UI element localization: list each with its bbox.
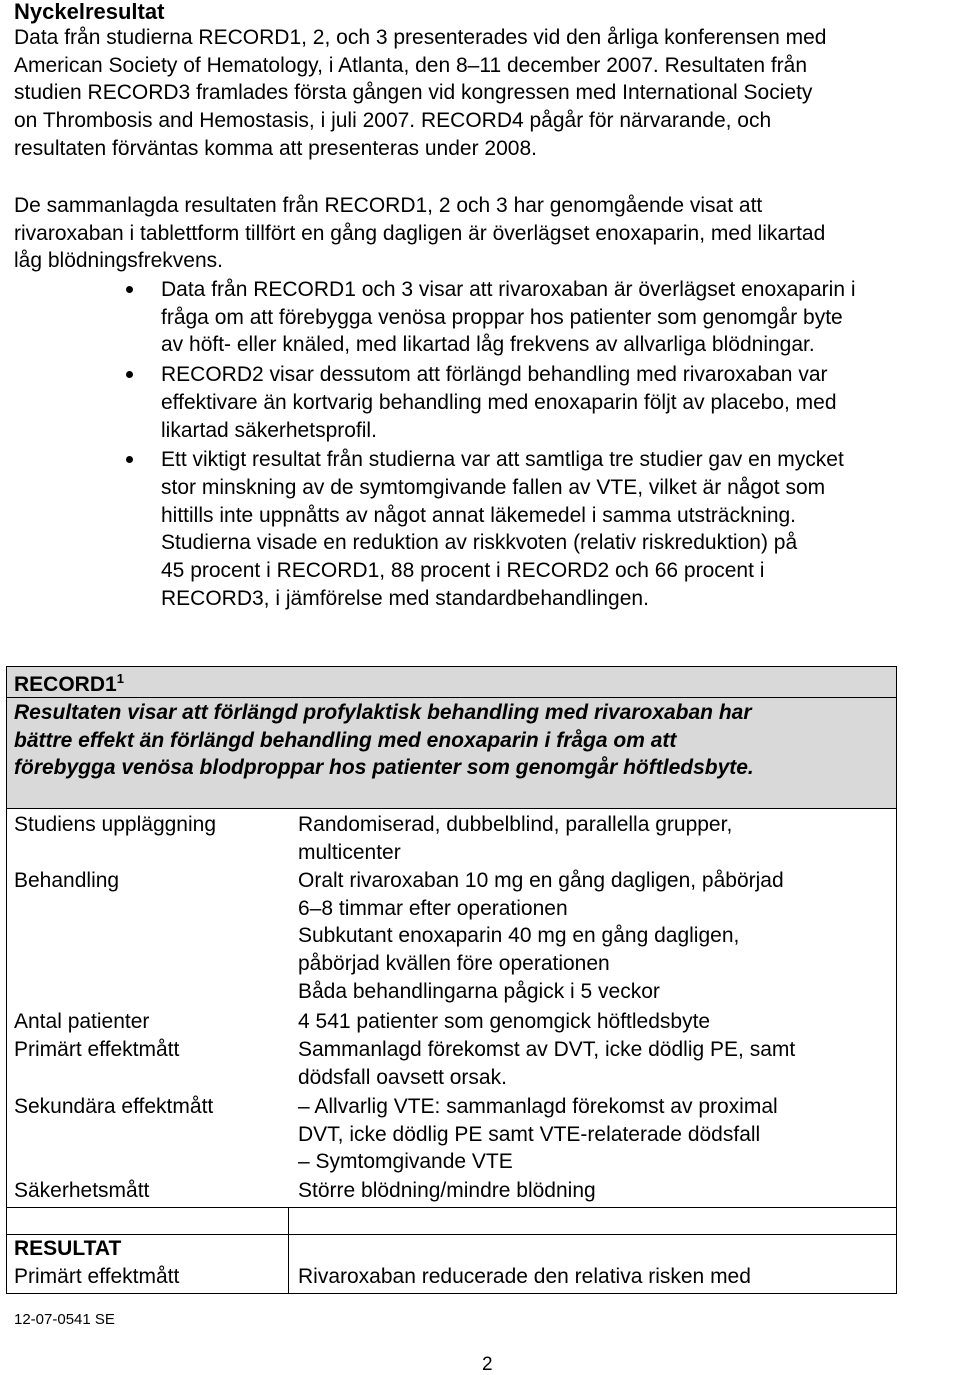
bullet-icon (126, 456, 133, 463)
table-rule (6, 1234, 897, 1235)
value-line: – Allvarlig VTE: sammanlagd förekomst av proximal (298, 1095, 778, 1118)
bullet-line: Data från RECORD1 och 3 visar att rivaroxaban är överlägset enoxaparin i (161, 278, 856, 301)
row-label-treatment: Behandling (14, 869, 120, 892)
bullet-line: likartad säkerhetsprofil. (161, 418, 377, 442)
table-border-left (6, 666, 7, 1293)
table-subtitle (14, 699, 754, 782)
intro-line: studien RECORD3 framlades första gången vid kongressen med International Society (14, 81, 813, 105)
row-label-safety: Säkerhetsmått (14, 1179, 150, 1202)
bullet-icon (126, 286, 133, 293)
value-line: multicenter (298, 840, 401, 864)
subtitle-line: förebygga venösa blodproppar hos patienter som genomgår höftledsbyte. (14, 756, 754, 780)
row-label-design: Studiens uppläggning (14, 813, 217, 836)
table-rule (6, 808, 897, 809)
row-value-patients (298, 1008, 710, 1036)
result-heading: RESULTAT (14, 1237, 122, 1260)
bullet-line: stor minskning av de symtomgivande fallen av VTE, vilket är något som (161, 475, 826, 499)
value-line: Större blödning/mindre blödning (298, 1179, 596, 1202)
table-rule (6, 1207, 897, 1208)
bullet-line: fråga om att förebygga venösa proppar hos patienter som genomgår byte (161, 305, 843, 329)
bullet-line: RECORD2 visar dessutom att förlängd behandling med rivaroxaban var (161, 363, 828, 387)
row-value-safety (298, 1177, 596, 1205)
table-title-text: RECORD1 (14, 673, 117, 696)
table-border-top (6, 666, 897, 667)
value-line: Randomiserad, dubbelblind, parallella grupper, (298, 813, 733, 836)
value-line: DVT, icke dödlig PE samt VTE-relaterade dödsfall (298, 1122, 761, 1146)
table-title-footnote: 1 (116, 671, 124, 686)
summary-line: låg blödningsfrekvens. (14, 249, 223, 273)
bullet-line: RECORD3, i jämförelse med standardbehandlingen. (161, 586, 649, 610)
subtitle-line: bättre effekt än förlängd behandling med enoxaparin i fråga om att (14, 728, 677, 752)
list-item (161, 446, 856, 612)
document-code: 12-07-0541 SE (14, 1311, 115, 1328)
table-title (14, 671, 124, 699)
value-line: 6–8 timmar efter operationen (298, 896, 568, 920)
result-value: Rivaroxaban reducerade den relativa risken med (298, 1265, 751, 1288)
value-line: Oralt rivaroxaban 10 mg en gång dagligen, påbörjad (298, 869, 784, 892)
bullet-icon (126, 371, 133, 378)
table-border-bottom (6, 1293, 897, 1294)
subtitle-line: Resultaten visar att förlängd profylaktisk behandling med rivaroxaban har (14, 701, 752, 724)
intro-line: on Thrombosis and Hemostasis, i juli 2007. RECORD4 pågår för närvarande, och (14, 109, 772, 133)
intro-line: Data från studierna RECORD1, 2, och 3 presenterades vid den årliga konferensen med (14, 26, 827, 49)
table-col-divider (288, 1207, 289, 1293)
value-line: påbörjad kvällen före operationen (298, 952, 610, 976)
list-item (161, 361, 856, 444)
bullet-line: av höft- eller knäled, med likartad låg frekvens av allvarliga blödningar. (161, 333, 815, 357)
bullet-line: Studierna visade en reduktion av riskkvoten (relativ riskreduktion) på (161, 531, 798, 555)
summary-paragraph (14, 192, 825, 275)
summary-line: De sammanlagda resultaten från RECORD1, 2 och 3 har genomgående visat att (14, 194, 763, 217)
row-label-primary: Primärt effektmått (14, 1038, 180, 1061)
result-label: Primärt effektmått (14, 1265, 180, 1288)
value-line: Båda behandlingarna pågick i 5 veckor (298, 979, 660, 1003)
page-number: 2 (482, 1354, 493, 1375)
page-heading: Nyckelresultat (14, 0, 165, 24)
row-value-primary (298, 1036, 795, 1091)
value-line: Sammanlagd förekomst av DVT, icke dödlig PE, samt (298, 1038, 796, 1061)
list-item (161, 276, 856, 359)
findings-list (161, 276, 856, 612)
bullet-line: 45 procent i RECORD1, 88 procent i RECORD2 och 66 procent i (161, 559, 765, 583)
bullet-line: effektivare än kortvarig behandling med enoxaparin följt av placebo, med (161, 390, 837, 414)
row-value-design (298, 811, 732, 866)
value-line: Subkutant enoxaparin 40 mg en gång dagligen, (298, 924, 740, 948)
row-value-secondary (298, 1093, 778, 1176)
bullet-line: hittills inte uppnåtts av något annat läkemedel i samma utsträckning. (161, 503, 797, 527)
value-line: dödsfall oavsett orsak. (298, 1065, 507, 1089)
value-line: – Symtomgivande VTE (298, 1150, 513, 1174)
bullet-line: Ett viktigt resultat från studierna var att samtliga tre studier gav en mycket (161, 448, 844, 472)
intro-paragraph (14, 24, 826, 163)
summary-line: rivaroxaban i tablettform tillfört en gång dagligen är överlägset enoxaparin, med likartad (14, 221, 826, 245)
table-rule (6, 697, 897, 698)
row-label-secondary: Sekundära effektmått (14, 1095, 214, 1118)
row-value-treatment (298, 867, 784, 1006)
value-line: 4 541 patienter som genomgick höftledsbyte (298, 1010, 711, 1033)
intro-line: resultaten förväntas komma att presenteras under 2008. (14, 136, 537, 160)
row-label-patients: Antal patienter (14, 1010, 150, 1033)
table-border-right (896, 666, 897, 1293)
intro-line: American Society of Hematology, i Atlanta, den 8–11 december 2007. Resultaten från (14, 53, 808, 77)
